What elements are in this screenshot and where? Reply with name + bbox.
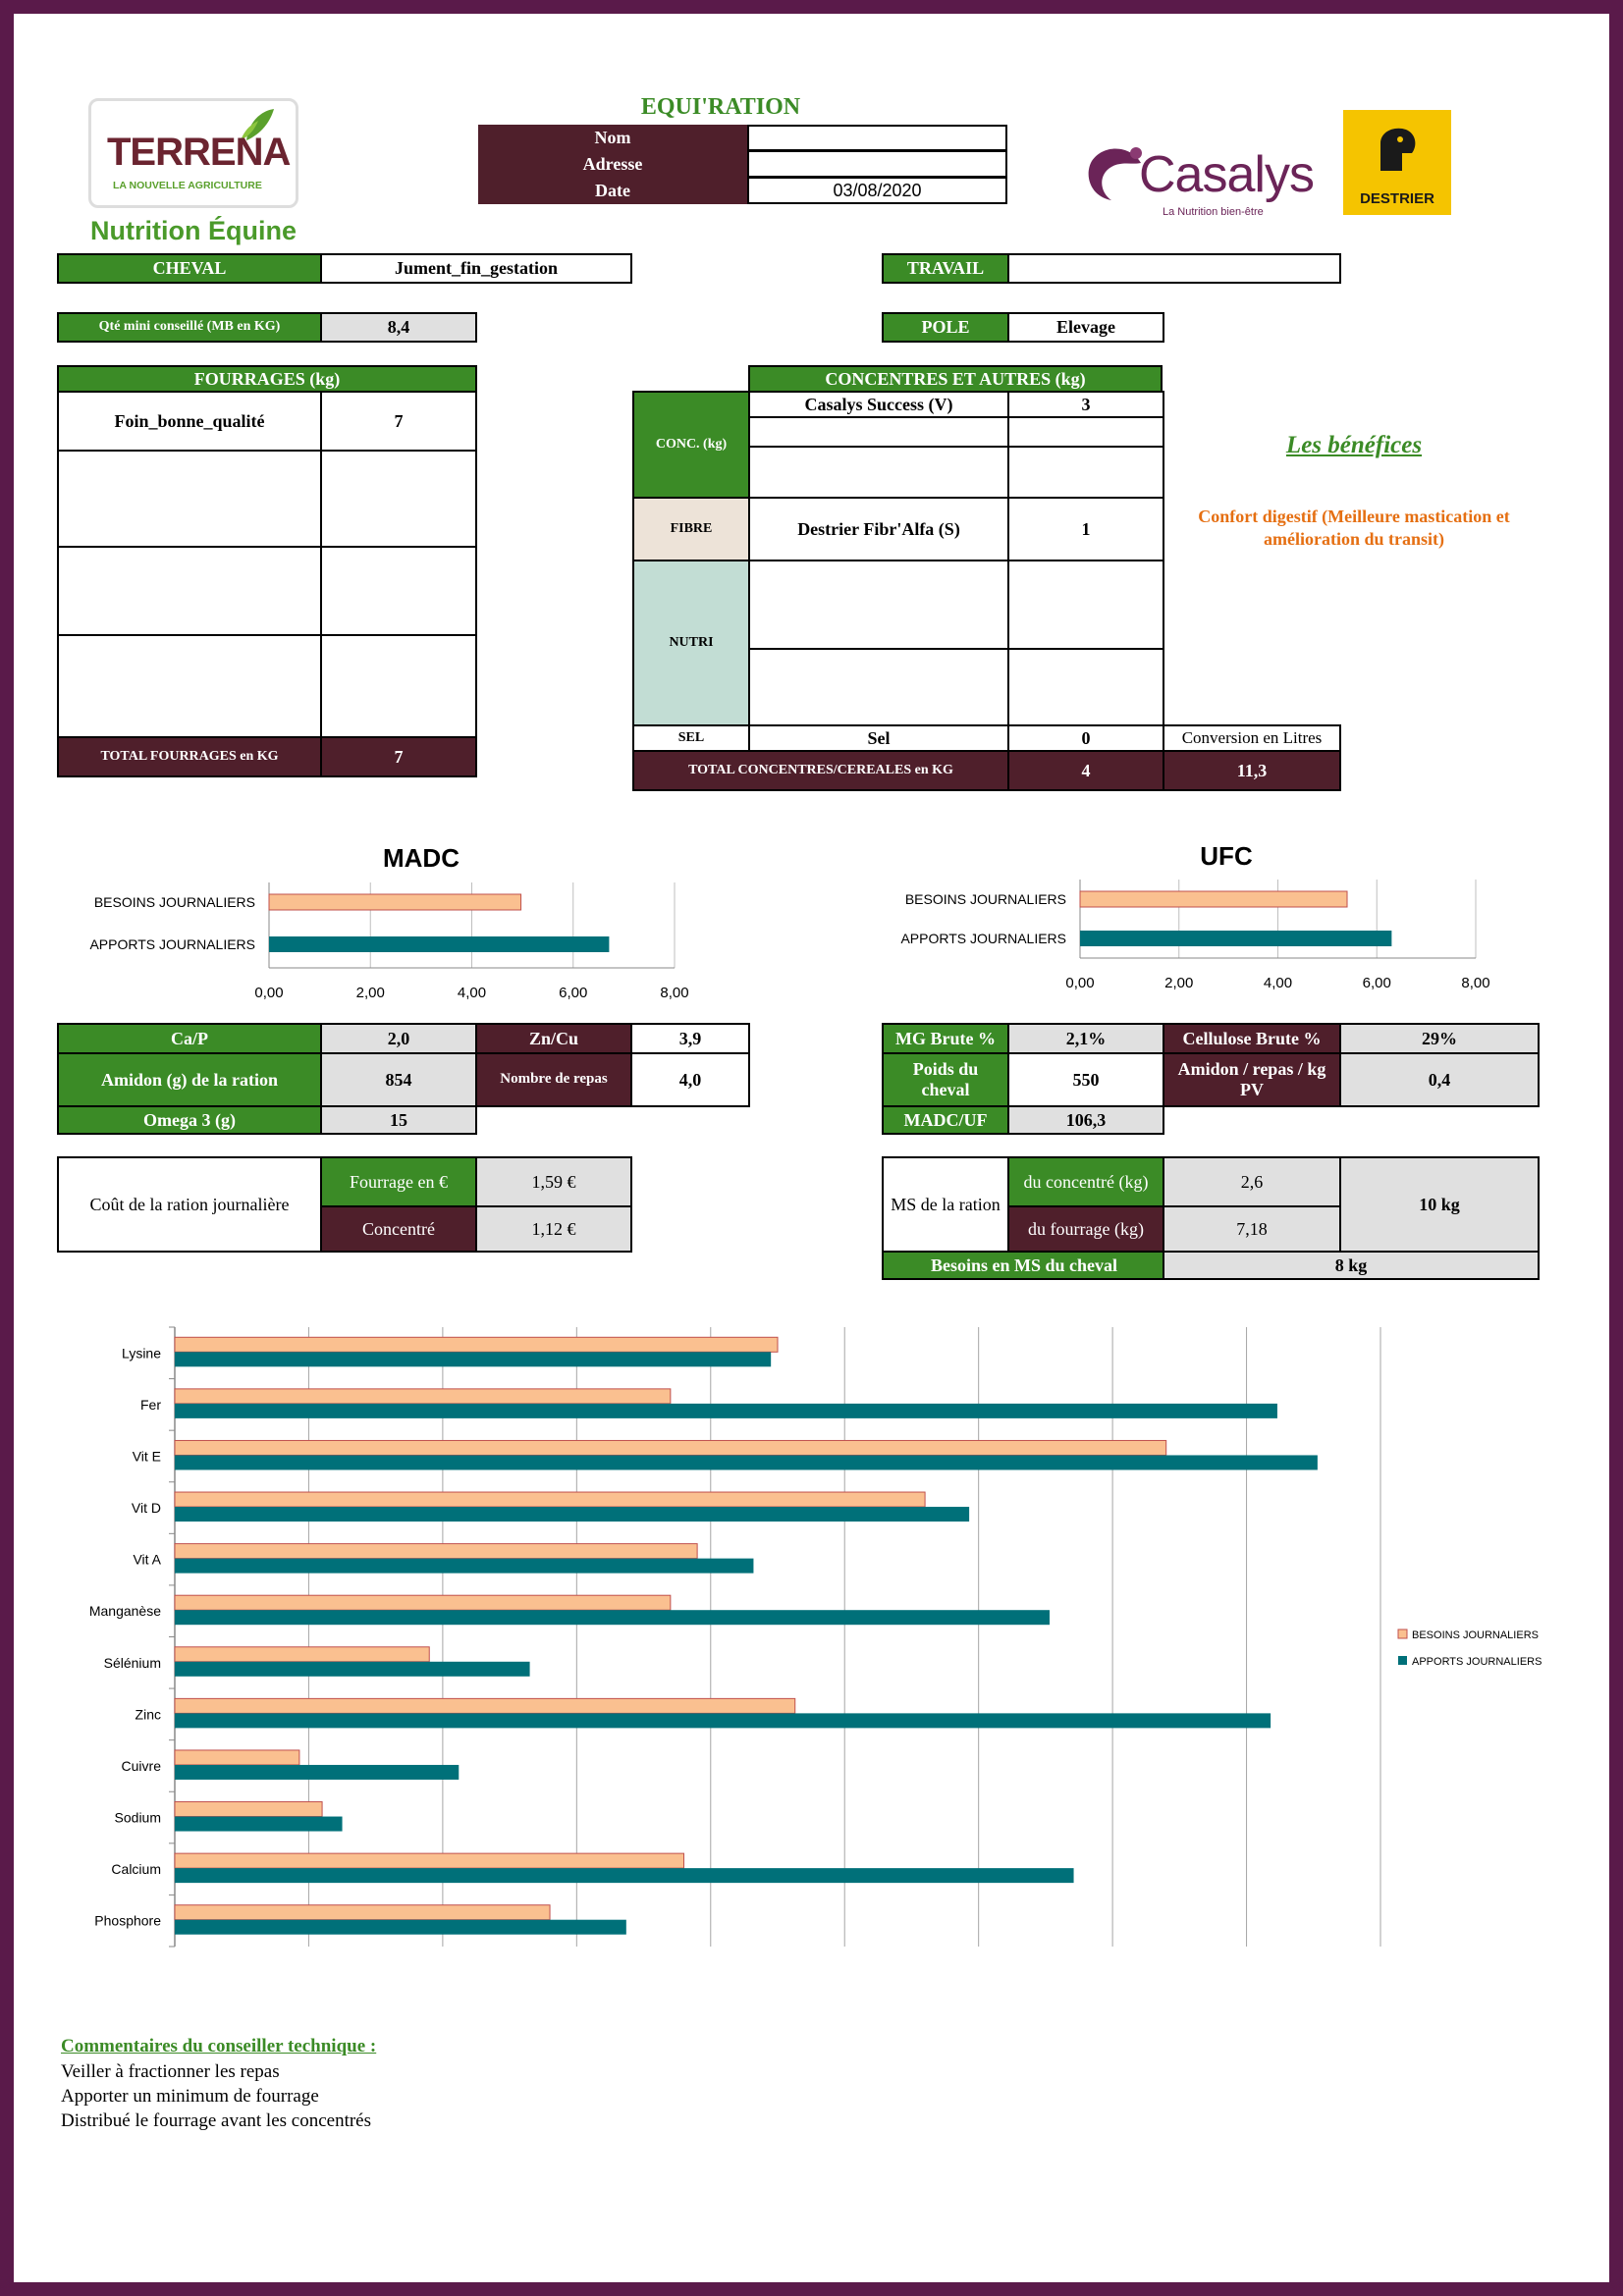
omega-label: Omega 3 (g): [57, 1105, 322, 1135]
fibre-label: FIBRE: [632, 497, 750, 561]
sheet: [14, 14, 1609, 2282]
cellulose-value: 29%: [1339, 1023, 1540, 1054]
x-tick-label: 8,00: [660, 985, 689, 1001]
x-tick-label: 2,00: [355, 985, 385, 1001]
qte-mini-label: Qté mini conseillé (MB en KG): [57, 312, 322, 343]
category-label: BESOINS JOURNALIERS: [904, 891, 1066, 907]
fourrage-name-3[interactable]: [57, 546, 322, 636]
category-label: APPORTS JOURNALIERS: [900, 931, 1066, 946]
comment-line: Veiller à fractionner les repas: [61, 2061, 280, 2082]
legend-label: APPORTS JOURNALIERS: [1412, 1656, 1542, 1668]
category-label: Sodium: [114, 1809, 161, 1826]
bar: [175, 1389, 671, 1404]
fourrage-qty-2[interactable]: [320, 450, 477, 548]
conc-qty-2[interactable]: [1007, 416, 1164, 448]
category-label: Vit A: [133, 1551, 161, 1568]
destrier-wordmark: DESTRIER: [1360, 190, 1434, 207]
fourrage-name-4[interactable]: [57, 634, 322, 738]
comment-line: Apporter un minimum de fourrage: [61, 2086, 319, 2107]
legend-swatch: [1398, 1656, 1407, 1665]
ms-besoins-value: 8 kg: [1163, 1251, 1540, 1280]
ms-besoins-label: Besoins en MS du cheval: [882, 1251, 1166, 1280]
comment-line: Distribué le fourrage avant les concentrés: [61, 2110, 372, 2131]
bar: [175, 1817, 343, 1832]
conversion-value: 11,3: [1163, 750, 1341, 791]
fourrage-qty-3[interactable]: [320, 546, 477, 636]
bar: [175, 1352, 771, 1366]
sel-qty[interactable]: 0: [1007, 724, 1164, 752]
fourrage-qty-1[interactable]: 7: [320, 391, 477, 452]
category-label: Vit D: [131, 1500, 161, 1517]
pole-value[interactable]: Elevage: [1007, 312, 1164, 343]
cout-fourrage-value: 1,59 €: [475, 1156, 632, 1207]
fourrage-name-1[interactable]: Foin_bonne_qualité: [57, 391, 322, 452]
bar: [175, 1455, 1318, 1469]
nom-field[interactable]: [747, 125, 1007, 151]
poids-label: Poids du cheval: [882, 1052, 1009, 1107]
category-label: APPORTS JOURNALIERS: [89, 936, 255, 952]
amidon-value: 854: [320, 1052, 477, 1107]
terrena-logo: [88, 98, 298, 208]
bar: [175, 1610, 1050, 1625]
pole-label: POLE: [882, 312, 1009, 343]
zncu-label: Zn/Cu: [475, 1023, 632, 1054]
category-label: Fer: [140, 1396, 161, 1413]
madcuf-label: MADC/UF: [882, 1105, 1009, 1135]
category-label: Phosphore: [94, 1912, 161, 1929]
casalys-tagline: La Nutrition bien-être: [1163, 206, 1264, 218]
casalys-logo: [1082, 132, 1327, 220]
cellulose-label: Cellulose Brute %: [1163, 1023, 1341, 1054]
qte-mini-value: 8,4: [320, 312, 477, 343]
x-tick-label: 4,00: [457, 985, 487, 1001]
bar: [175, 1802, 322, 1817]
poids-value: 550: [1007, 1052, 1164, 1107]
fibre-name[interactable]: Destrier Fibr'Alfa (S): [748, 497, 1009, 561]
category-label: Calcium: [111, 1861, 161, 1878]
cheval-label: CHEVAL: [57, 253, 322, 284]
ms-concentre-label: du concentré (kg): [1007, 1156, 1164, 1207]
fourrage-qty-4[interactable]: [320, 634, 477, 738]
conc-name-3[interactable]: [748, 446, 1009, 499]
category-label: Vit E: [132, 1448, 161, 1465]
legend-swatch: [1398, 1629, 1407, 1638]
nutri-qty-1[interactable]: [1007, 560, 1164, 650]
omega-value: 15: [320, 1105, 477, 1135]
sel-label: SEL: [632, 724, 750, 752]
ms-fourrage-label: du fourrage (kg): [1007, 1205, 1164, 1253]
bar: [269, 936, 609, 952]
legend-label: BESOINS JOURNALIERS: [1412, 1629, 1539, 1641]
ms-fourrage-value: 7,18: [1163, 1205, 1341, 1253]
bar: [175, 1507, 969, 1522]
adresse-label: Adresse: [478, 151, 747, 178]
amidon-label: Amidon (g) de la ration: [57, 1052, 322, 1107]
madc-chart-title: MADC: [383, 843, 460, 873]
bar: [175, 1404, 1277, 1418]
fourrage-name-2[interactable]: [57, 450, 322, 548]
category-label: Zinc: [135, 1706, 161, 1723]
x-tick-label: 4,00: [1263, 975, 1293, 991]
category-label: Manganèse: [88, 1603, 161, 1620]
cout-label: Coût de la ration journalière: [57, 1156, 322, 1253]
fourrages-header: FOURRAGES (kg): [57, 365, 477, 393]
page-title: EQUI'RATION: [640, 94, 801, 120]
mg-value: 2,1%: [1007, 1023, 1164, 1054]
destrier-logo: [1343, 110, 1451, 215]
ms-label: MS de la ration: [882, 1156, 1009, 1253]
comments-title: Commentaires du conseiller technique :: [61, 2036, 377, 2056]
cap-value: 2,0: [320, 1023, 477, 1054]
bar: [175, 1544, 697, 1559]
terrena-wordmark: TERRENA: [107, 131, 291, 174]
cout-concentre-label: Concentré: [320, 1205, 477, 1253]
bar: [175, 1492, 925, 1507]
date-label: Date: [478, 178, 747, 204]
bar: [175, 1698, 795, 1713]
travail-label: TRAVAIL: [882, 253, 1009, 284]
nutri-label: NUTRI: [632, 560, 750, 726]
ms-total-value: 10 kg: [1339, 1156, 1540, 1253]
date-field[interactable]: 03/08/2020: [747, 177, 1007, 204]
fibre-qty[interactable]: 1: [1007, 497, 1164, 561]
destrier-horse-icon: [1373, 124, 1422, 175]
total-fourrages-value: 7: [320, 736, 477, 777]
bar: [1080, 891, 1347, 907]
nom-label: Nom: [478, 125, 747, 151]
benefices-title: Les bénéfices: [1285, 432, 1423, 458]
cout-concentre-value: 1,12 €: [475, 1205, 632, 1253]
bar: [175, 1853, 683, 1868]
bar: [175, 1765, 459, 1780]
ufc-chart-title: UFC: [1200, 841, 1253, 871]
category-label: Cuivre: [121, 1757, 161, 1774]
bar: [175, 1662, 530, 1677]
category-label: Lysine: [122, 1345, 161, 1362]
ufc-chart: [858, 868, 1526, 1035]
bar: [175, 1750, 299, 1765]
x-tick-label: 6,00: [559, 985, 588, 1001]
minerals-chart: [53, 1309, 1585, 1987]
bar: [175, 1905, 550, 1920]
bar: [175, 1920, 626, 1935]
total-concentres-label: TOTAL CONCENTRES/CEREALES en KG: [632, 750, 1009, 791]
conc-name-2[interactable]: [748, 416, 1009, 448]
benefices-text: Confort digestif (Meilleure mastication et amélioration du transit): [1198, 507, 1510, 550]
bar: [175, 1868, 1074, 1883]
x-tick-label: 0,00: [254, 985, 284, 1001]
bar: [175, 1595, 671, 1610]
category-label: BESOINS JOURNALIERS: [93, 894, 255, 910]
madcuf-value: 106,3: [1007, 1105, 1164, 1135]
bar: [175, 1559, 753, 1574]
conc-qty-3[interactable]: [1007, 446, 1164, 499]
x-tick-label: 8,00: [1461, 975, 1490, 991]
category-label: Sélénium: [103, 1654, 161, 1671]
concentres-header: CONCENTRES ET AUTRES (kg): [748, 365, 1163, 393]
nutrition-equine-logo: Nutrition Équine: [90, 216, 297, 245]
cap-label: Ca/P: [57, 1023, 322, 1054]
bar: [1080, 931, 1391, 946]
bar: [175, 1440, 1166, 1455]
conc-label: CONC. (kg): [632, 391, 750, 499]
terrena-tagline: LA NOUVELLE AGRICULTURE: [113, 180, 262, 191]
x-tick-label: 6,00: [1362, 975, 1391, 991]
bar: [175, 1713, 1271, 1728]
cheval-value[interactable]: Jument_fin_gestation: [320, 253, 632, 284]
nutri-name-2[interactable]: [748, 648, 1009, 726]
amidon-repas-value: 0,4: [1339, 1052, 1540, 1107]
zncu-value: 3,9: [630, 1023, 750, 1054]
repas-label: Nombre de repas: [475, 1052, 632, 1107]
conc-qty-1[interactable]: 3: [1007, 391, 1164, 418]
madc-chart: [53, 868, 701, 1035]
sel-name[interactable]: Sel: [748, 724, 1009, 752]
nutri-name-1[interactable]: [748, 560, 1009, 650]
amidon-repas-label: Amidon / repas / kg PV: [1163, 1052, 1341, 1107]
adresse-field[interactable]: [747, 150, 1007, 178]
casalys-wordmark: Casalys: [1139, 146, 1314, 203]
mg-label: MG Brute %: [882, 1023, 1009, 1054]
x-tick-label: 2,00: [1164, 975, 1194, 991]
total-concentres-value: 4: [1007, 750, 1164, 791]
x-tick-label: 0,00: [1065, 975, 1095, 991]
ms-concentre-value: 2,6: [1163, 1156, 1341, 1207]
conc-name-1[interactable]: Casalys Success (V): [748, 391, 1009, 418]
bar: [269, 894, 521, 910]
bar: [175, 1647, 429, 1662]
travail-value[interactable]: [1007, 253, 1341, 284]
conversion-label: Conversion en Litres: [1163, 724, 1341, 752]
bar: [175, 1337, 778, 1352]
nutri-qty-2[interactable]: [1007, 648, 1164, 726]
total-fourrages-label: TOTAL FOURRAGES en KG: [57, 736, 322, 777]
cout-fourrage-label: Fourrage en €: [320, 1156, 477, 1207]
repas-value: 4,0: [630, 1052, 750, 1107]
